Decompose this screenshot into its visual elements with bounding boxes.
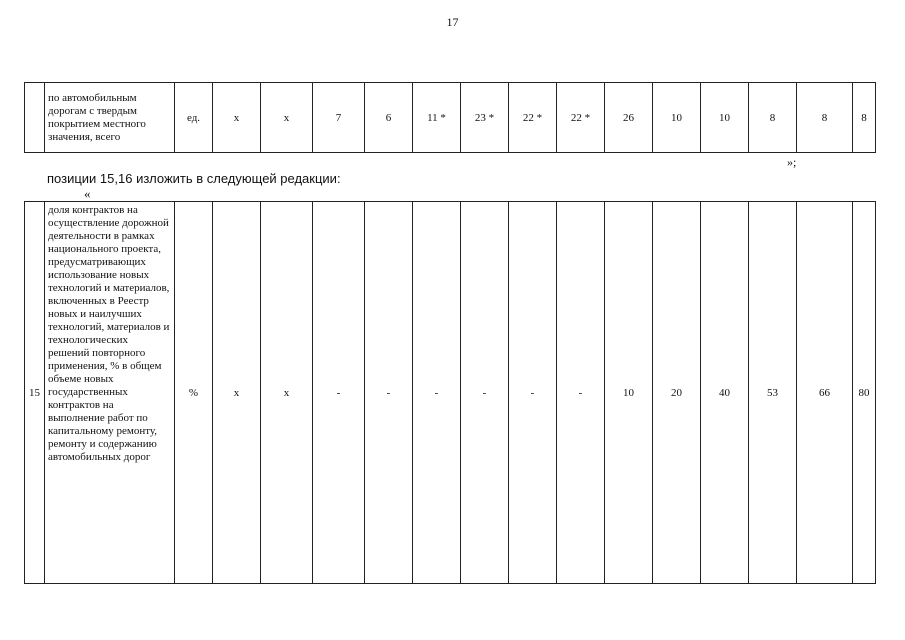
indicator-description: по автомобильным дорогам с твердым покрытием местного значения, всего [45,83,175,153]
indicator-table-row-15 [24,201,876,584]
value-cell: x [261,202,313,584]
value-cell: - [509,202,557,584]
value-cell: 23 * [461,83,509,153]
value-cell: 10 [653,83,701,153]
value-cell: 8 [749,83,797,153]
value-cell: 22 * [557,83,605,153]
value-cell: 6 [365,83,413,153]
value-cell: - [461,202,509,584]
unit-cell: ед. [175,83,213,153]
value-cell: x [261,83,313,153]
value-cell: 26 [605,83,653,153]
value-cell: 7 [313,83,365,153]
opening-quote: « [84,186,91,201]
value-cell: - [557,202,605,584]
value-cell: 53 [749,202,797,584]
value-cell: 40 [701,202,749,584]
value-cell: - [365,202,413,584]
unit-cell: % [175,202,213,584]
indicator-description: доля контрактов на осуществление дорожной деятельности в рамках национального проекта, предусматривающих использование новых технологий и материалов, включенных в Реестр новых и наилучших технологий, материалов и технологических решений повторного применения, % в общем объеме новых государственных контрактов на выполнение работ по капитальному ремонту, ремонту и содержанию автомобильных дорог [45,202,175,584]
value-cell: x [213,202,261,584]
table-row [25,202,876,584]
value-cell: 66 [797,202,853,584]
indicator-table-row-14 [24,82,876,153]
value-cell: x [213,83,261,153]
value-cell: 11 * [413,83,461,153]
value-cell: - [313,202,365,584]
instruction-text: позиции 15,16 изложить в следующей редакции: [47,171,341,186]
value-cell: 20 [653,202,701,584]
value-cell: 80 [853,202,876,584]
value-cell: 22 * [509,83,557,153]
value-cell: 8 [853,83,876,153]
page-number: 17 [446,15,459,29]
row-number-cell [25,83,45,153]
value-cell: - [413,202,461,584]
value-cell: 10 [701,83,749,153]
closing-quote: »; [787,155,797,169]
row-number-cell: 15 [25,202,45,584]
value-cell: 8 [797,83,853,153]
table-row [25,83,876,153]
value-cell: 10 [605,202,653,584]
